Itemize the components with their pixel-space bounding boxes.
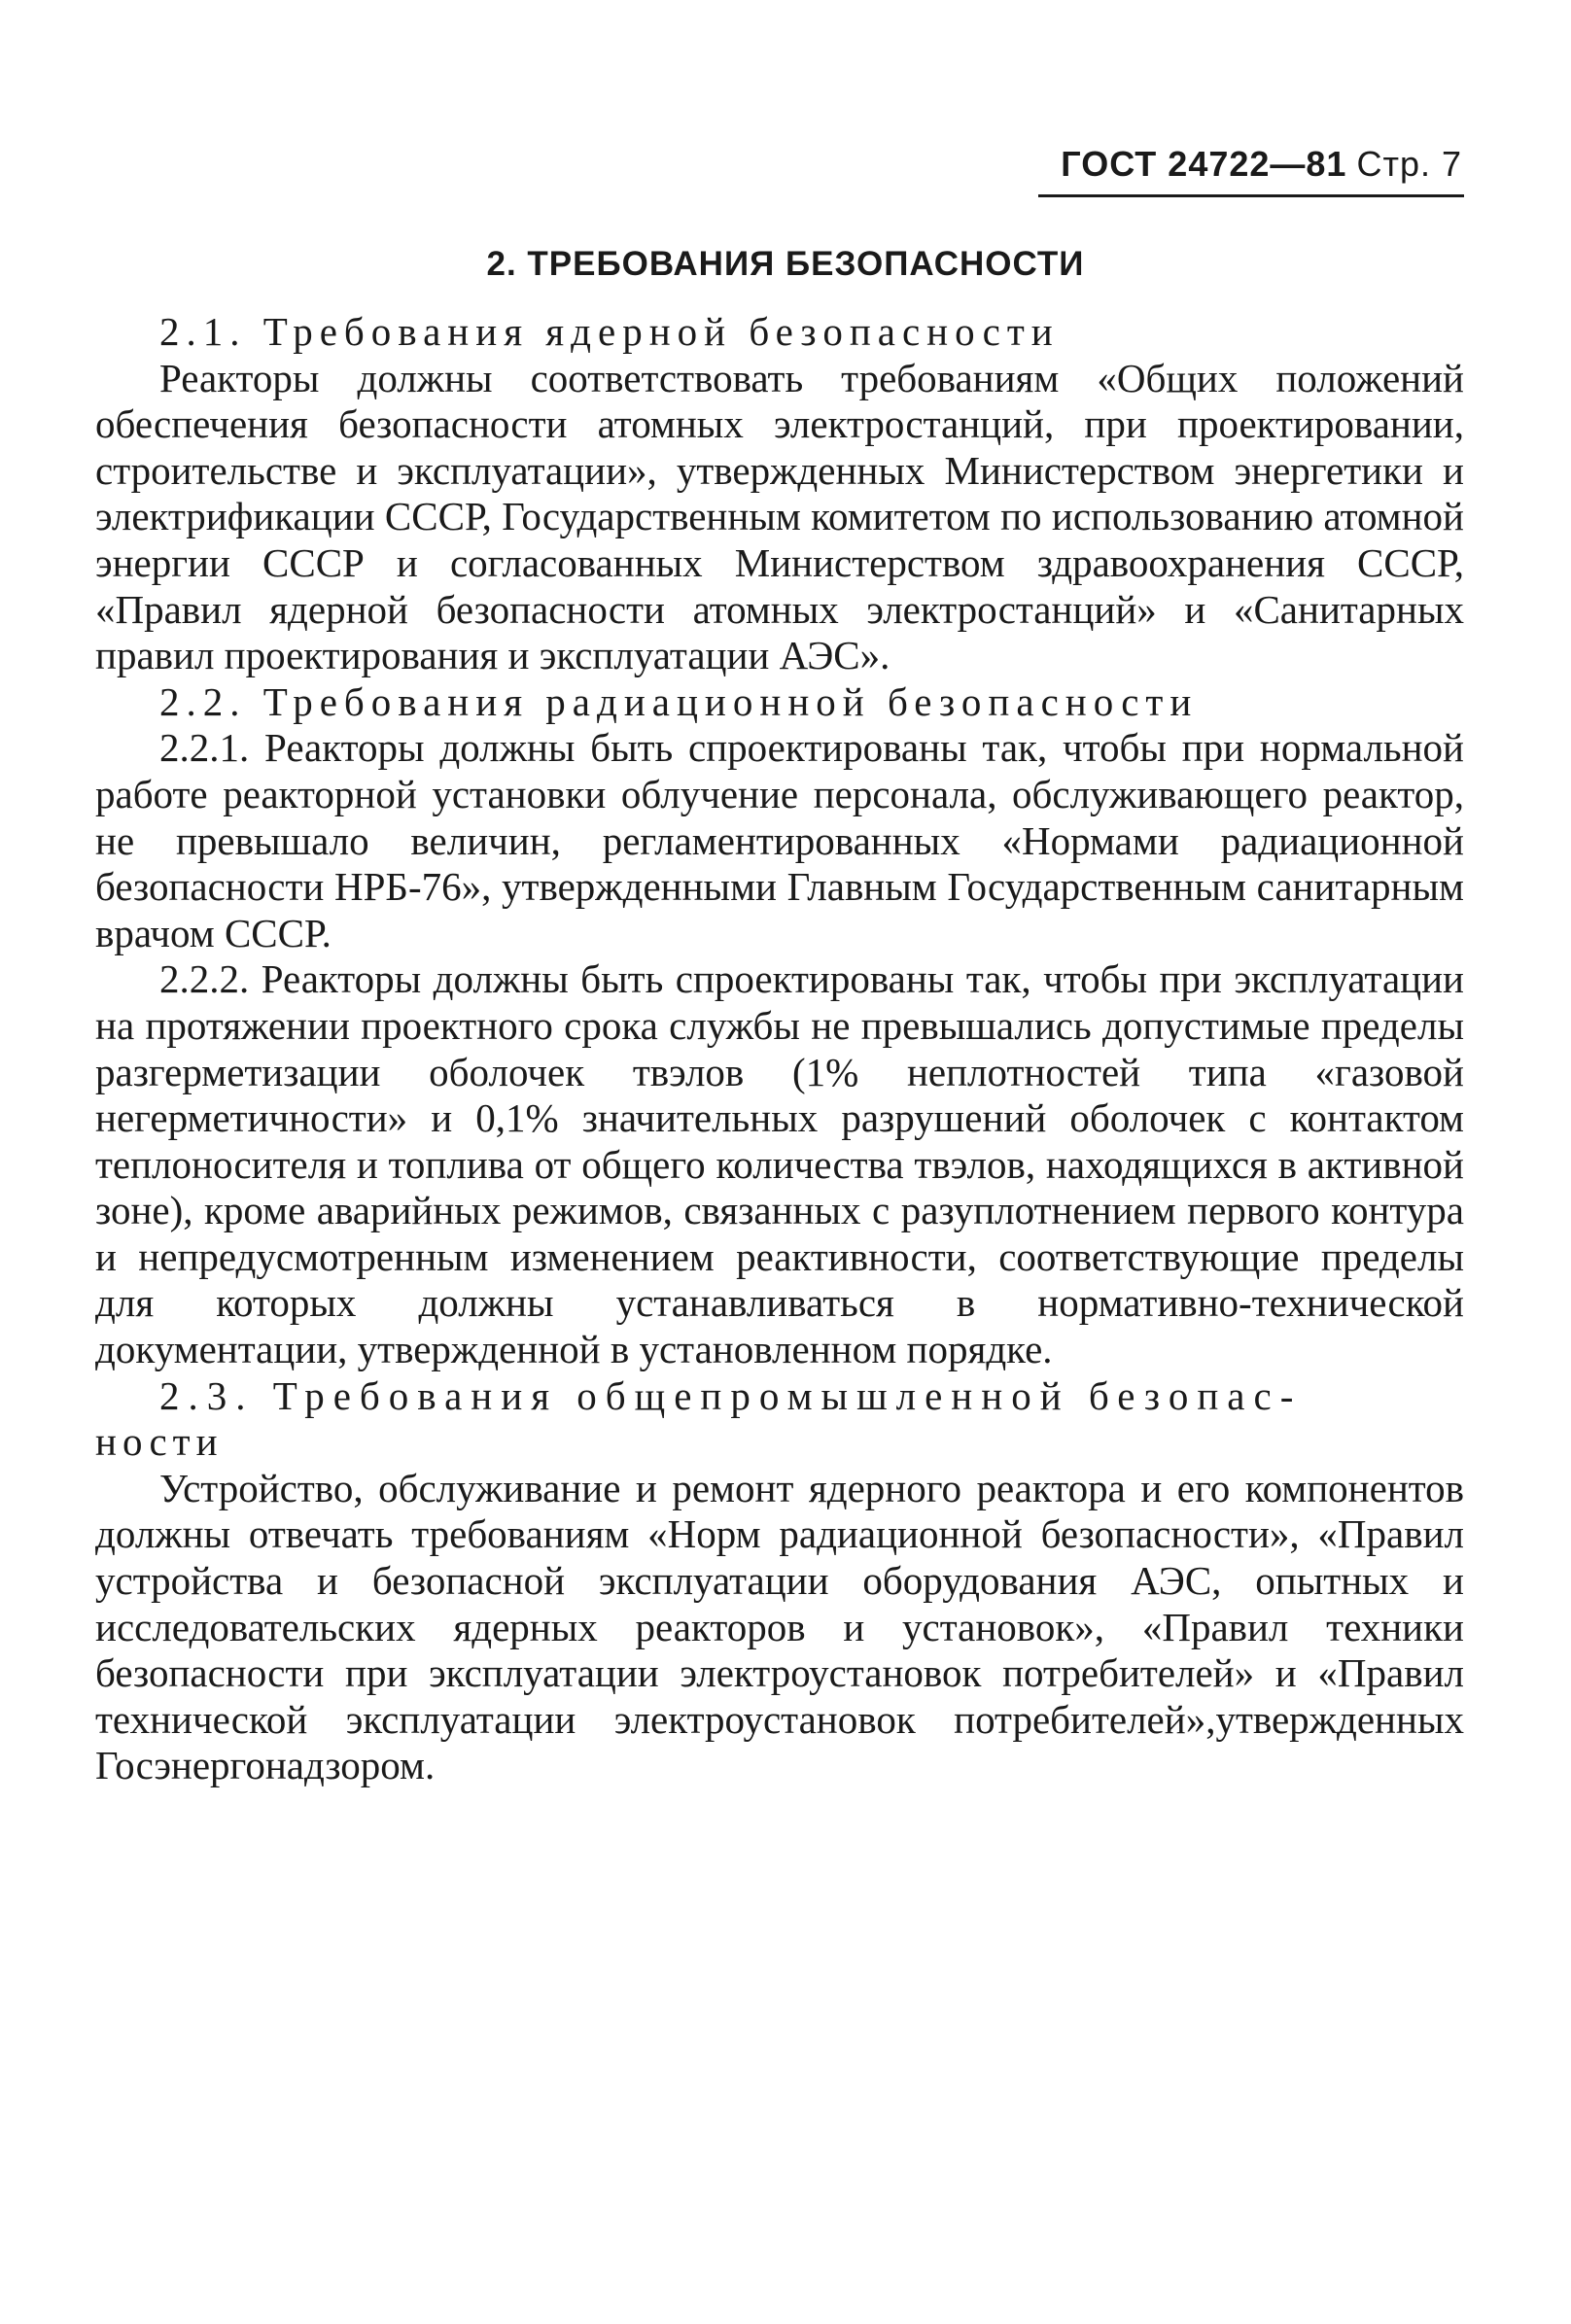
subsection-heading-industrial: 2.3. Требования общепромышленной безопас- <box>159 1372 1303 1418</box>
paragraph-industrial-safety: Устройство, обслуживание и ремонт ядерного реактора и его компонентов должны отвечать требованиям «Норм радиационной безопасности», «Правил устройства и безопасной эксплуатации оборудования АЭС, опытных и исследовательских ядерных реакторов и установок», «Правил техники безопасности при эксплуатации электроустановок потребителей» и «Правил технической эксплуатации электроустановок потребителей»,утвержденных Госэнергонадзором. <box>95 1465 1464 1788</box>
body-text <box>95 309 1464 1789</box>
header-rule <box>1038 194 1464 197</box>
running-header <box>1061 144 1462 185</box>
subsection-heading-industrial-tail: ности <box>95 1419 224 1465</box>
paragraph-2-2-1: 2.2.1. Реакторы должны быть спроектированы так, чтобы при нормальной работе реакторной установки облучение персонала, обслуживающего реактор, не превышало величин, регламентированных «Нормами радиационной безопасности НРБ-76», утвержденными Главным Государственным санитарным врачом СССР. <box>95 725 1464 955</box>
paragraph-nuclear-safety: Реакторы должны соответствовать требованиям «Общих положений обеспечения безопасности атомных электростанций, при проектировании, строительстве и эксплуатации», утвержденных Министерством энергетики и электрификации СССР, Государственным комитетом по использованию атомной энергии СССР и согласованных Министерством здравоохранения СССР, «Правил ядерной безопасности атомных электростанций» и «Санитарных правил проектирования и эксплуатации АЭС». <box>95 355 1464 678</box>
paragraph-2-2-2: 2.2.2. Реакторы должны быть спроектированы так, чтобы при эксплуатации на протяжении проектного срока службы не превышались допустимые пределы разгерметизации оболочек твэлов (1% неплотностей типа «газовой негерметичности» и 0,1% значительных разрушений оболочек с контактом теплоносителя и топлива от общего количества твэлов, находящихся в активной зоне), кроме аварийных режимов, связанных с разуплотнением первого контура и непредусмотренным изменением реактивности, соответствующие пределы для которых должны устанавливаться в нормативно-технической документации, утвержденной в установленном порядке. <box>95 956 1464 1372</box>
standard-number: ГОСТ 24722—81 <box>1061 144 1347 184</box>
page-number: Стр. 7 <box>1356 144 1462 184</box>
section-title: 2. ТРЕБОВАНИЯ БЕЗОПАСНОСТИ <box>486 245 1085 283</box>
subsection-heading-radiation: 2.2. Требования радиационной безопасности <box>159 678 1199 724</box>
subsection-heading-nuclear: 2.1. Требования ядерной безопасности <box>159 309 1060 354</box>
